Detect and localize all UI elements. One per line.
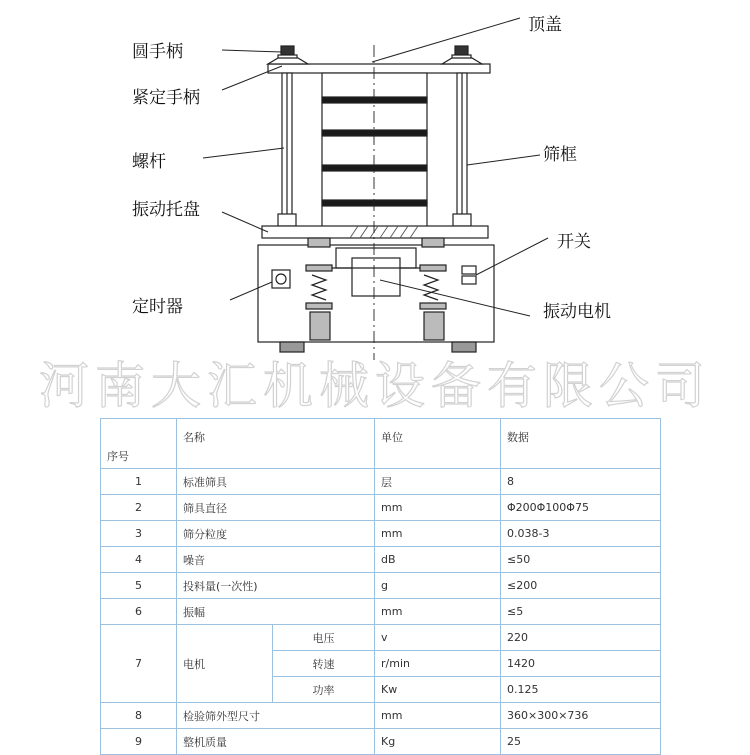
header-value: 数据 <box>501 419 661 469</box>
cell-unit: dB <box>375 547 501 573</box>
cell-unit: mm <box>375 495 501 521</box>
cell-unit: 层 <box>375 469 501 495</box>
cell-subname: 电压 <box>273 625 375 651</box>
cell-unit: g <box>375 573 501 599</box>
cell-name: 筛具直径 <box>177 495 375 521</box>
table-body-motor <box>101 625 661 703</box>
table-row <box>101 599 661 625</box>
sieve-stack <box>322 73 427 228</box>
cell-unit: r/min <box>375 651 501 677</box>
cell-unit: Kg <box>375 729 501 755</box>
spec-table <box>100 418 661 755</box>
label-tightening-handle: 紧定手柄 <box>132 88 200 108</box>
cell-no: 8 <box>101 703 177 729</box>
cell-value: 1420 <box>501 651 661 677</box>
cell-unit: mm <box>375 521 501 547</box>
cell-name: 检验筛外型尺寸 <box>177 703 375 729</box>
company-watermark: 河南大汇机械设备有限公司 <box>39 357 711 415</box>
table-row <box>101 729 661 755</box>
table-row <box>101 469 661 495</box>
screw-rod-left <box>278 73 296 226</box>
timer-knob <box>272 270 290 288</box>
foot-right <box>452 342 476 352</box>
label-vibration-motor: 振动电机 <box>543 302 611 322</box>
label-top-cover: 顶盖 <box>528 15 562 35</box>
label-round-handle: 圆手柄 <box>132 42 183 62</box>
header-name: 名称 <box>177 419 375 469</box>
cell-name: 投料量(一次性) <box>177 573 375 599</box>
cell-name: 振幅 <box>177 599 375 625</box>
cell-no: 1 <box>101 469 177 495</box>
cell-value: 0.125 <box>501 677 661 703</box>
cell-no: 6 <box>101 599 177 625</box>
cell-unit: mm <box>375 703 501 729</box>
table-row <box>101 625 661 651</box>
cell-value: Φ200Φ100Φ75 <box>501 495 661 521</box>
cell-unit: mm <box>375 599 501 625</box>
vibration-tray <box>262 226 488 238</box>
cell-value: 8 <box>501 469 661 495</box>
header-no: 序号 <box>101 419 177 469</box>
cell-value: ≤5 <box>501 599 661 625</box>
cell-value: 360×300×736 <box>501 703 661 729</box>
table-body-top <box>101 469 661 625</box>
cell-name: 噪音 <box>177 547 375 573</box>
round-handle-left <box>268 46 308 64</box>
cell-value: 25 <box>501 729 661 755</box>
cell-no: 2 <box>101 495 177 521</box>
cell-name: 电机 <box>177 625 273 703</box>
cell-name: 整机质量 <box>177 729 375 755</box>
cell-value: 220 <box>501 625 661 651</box>
cell-name: 标准筛具 <box>177 469 375 495</box>
table-row <box>101 703 661 729</box>
label-timer: 定时器 <box>132 297 183 317</box>
label-sieve-frame: 筛框 <box>543 145 577 165</box>
table-row <box>101 495 661 521</box>
cell-name: 筛分粒度 <box>177 521 375 547</box>
table-header-row <box>101 419 661 469</box>
label-vibration-tray: 振动托盘 <box>132 200 200 220</box>
cell-subname: 转速 <box>273 651 375 677</box>
top-cover <box>268 64 490 73</box>
cell-subname: 功率 <box>273 677 375 703</box>
round-handle-right <box>442 46 482 64</box>
table-row <box>101 547 661 573</box>
cell-no: 9 <box>101 729 177 755</box>
cell-no: 7 <box>101 625 177 703</box>
cell-unit: v <box>375 625 501 651</box>
foot-left <box>280 342 304 352</box>
cell-value: ≤50 <box>501 547 661 573</box>
cell-no: 4 <box>101 547 177 573</box>
table-row <box>101 573 661 599</box>
cell-value: 0.038-3 <box>501 521 661 547</box>
table-row <box>101 521 661 547</box>
label-screw-rod: 螺杆 <box>132 152 166 172</box>
screw-rod-right <box>453 73 471 226</box>
header-unit: 单位 <box>375 419 501 469</box>
cell-no: 5 <box>101 573 177 599</box>
table-body-tail <box>101 703 661 755</box>
cell-unit: Kw <box>375 677 501 703</box>
cell-no: 3 <box>101 521 177 547</box>
label-switch: 开关 <box>557 232 591 252</box>
cell-value: ≤200 <box>501 573 661 599</box>
